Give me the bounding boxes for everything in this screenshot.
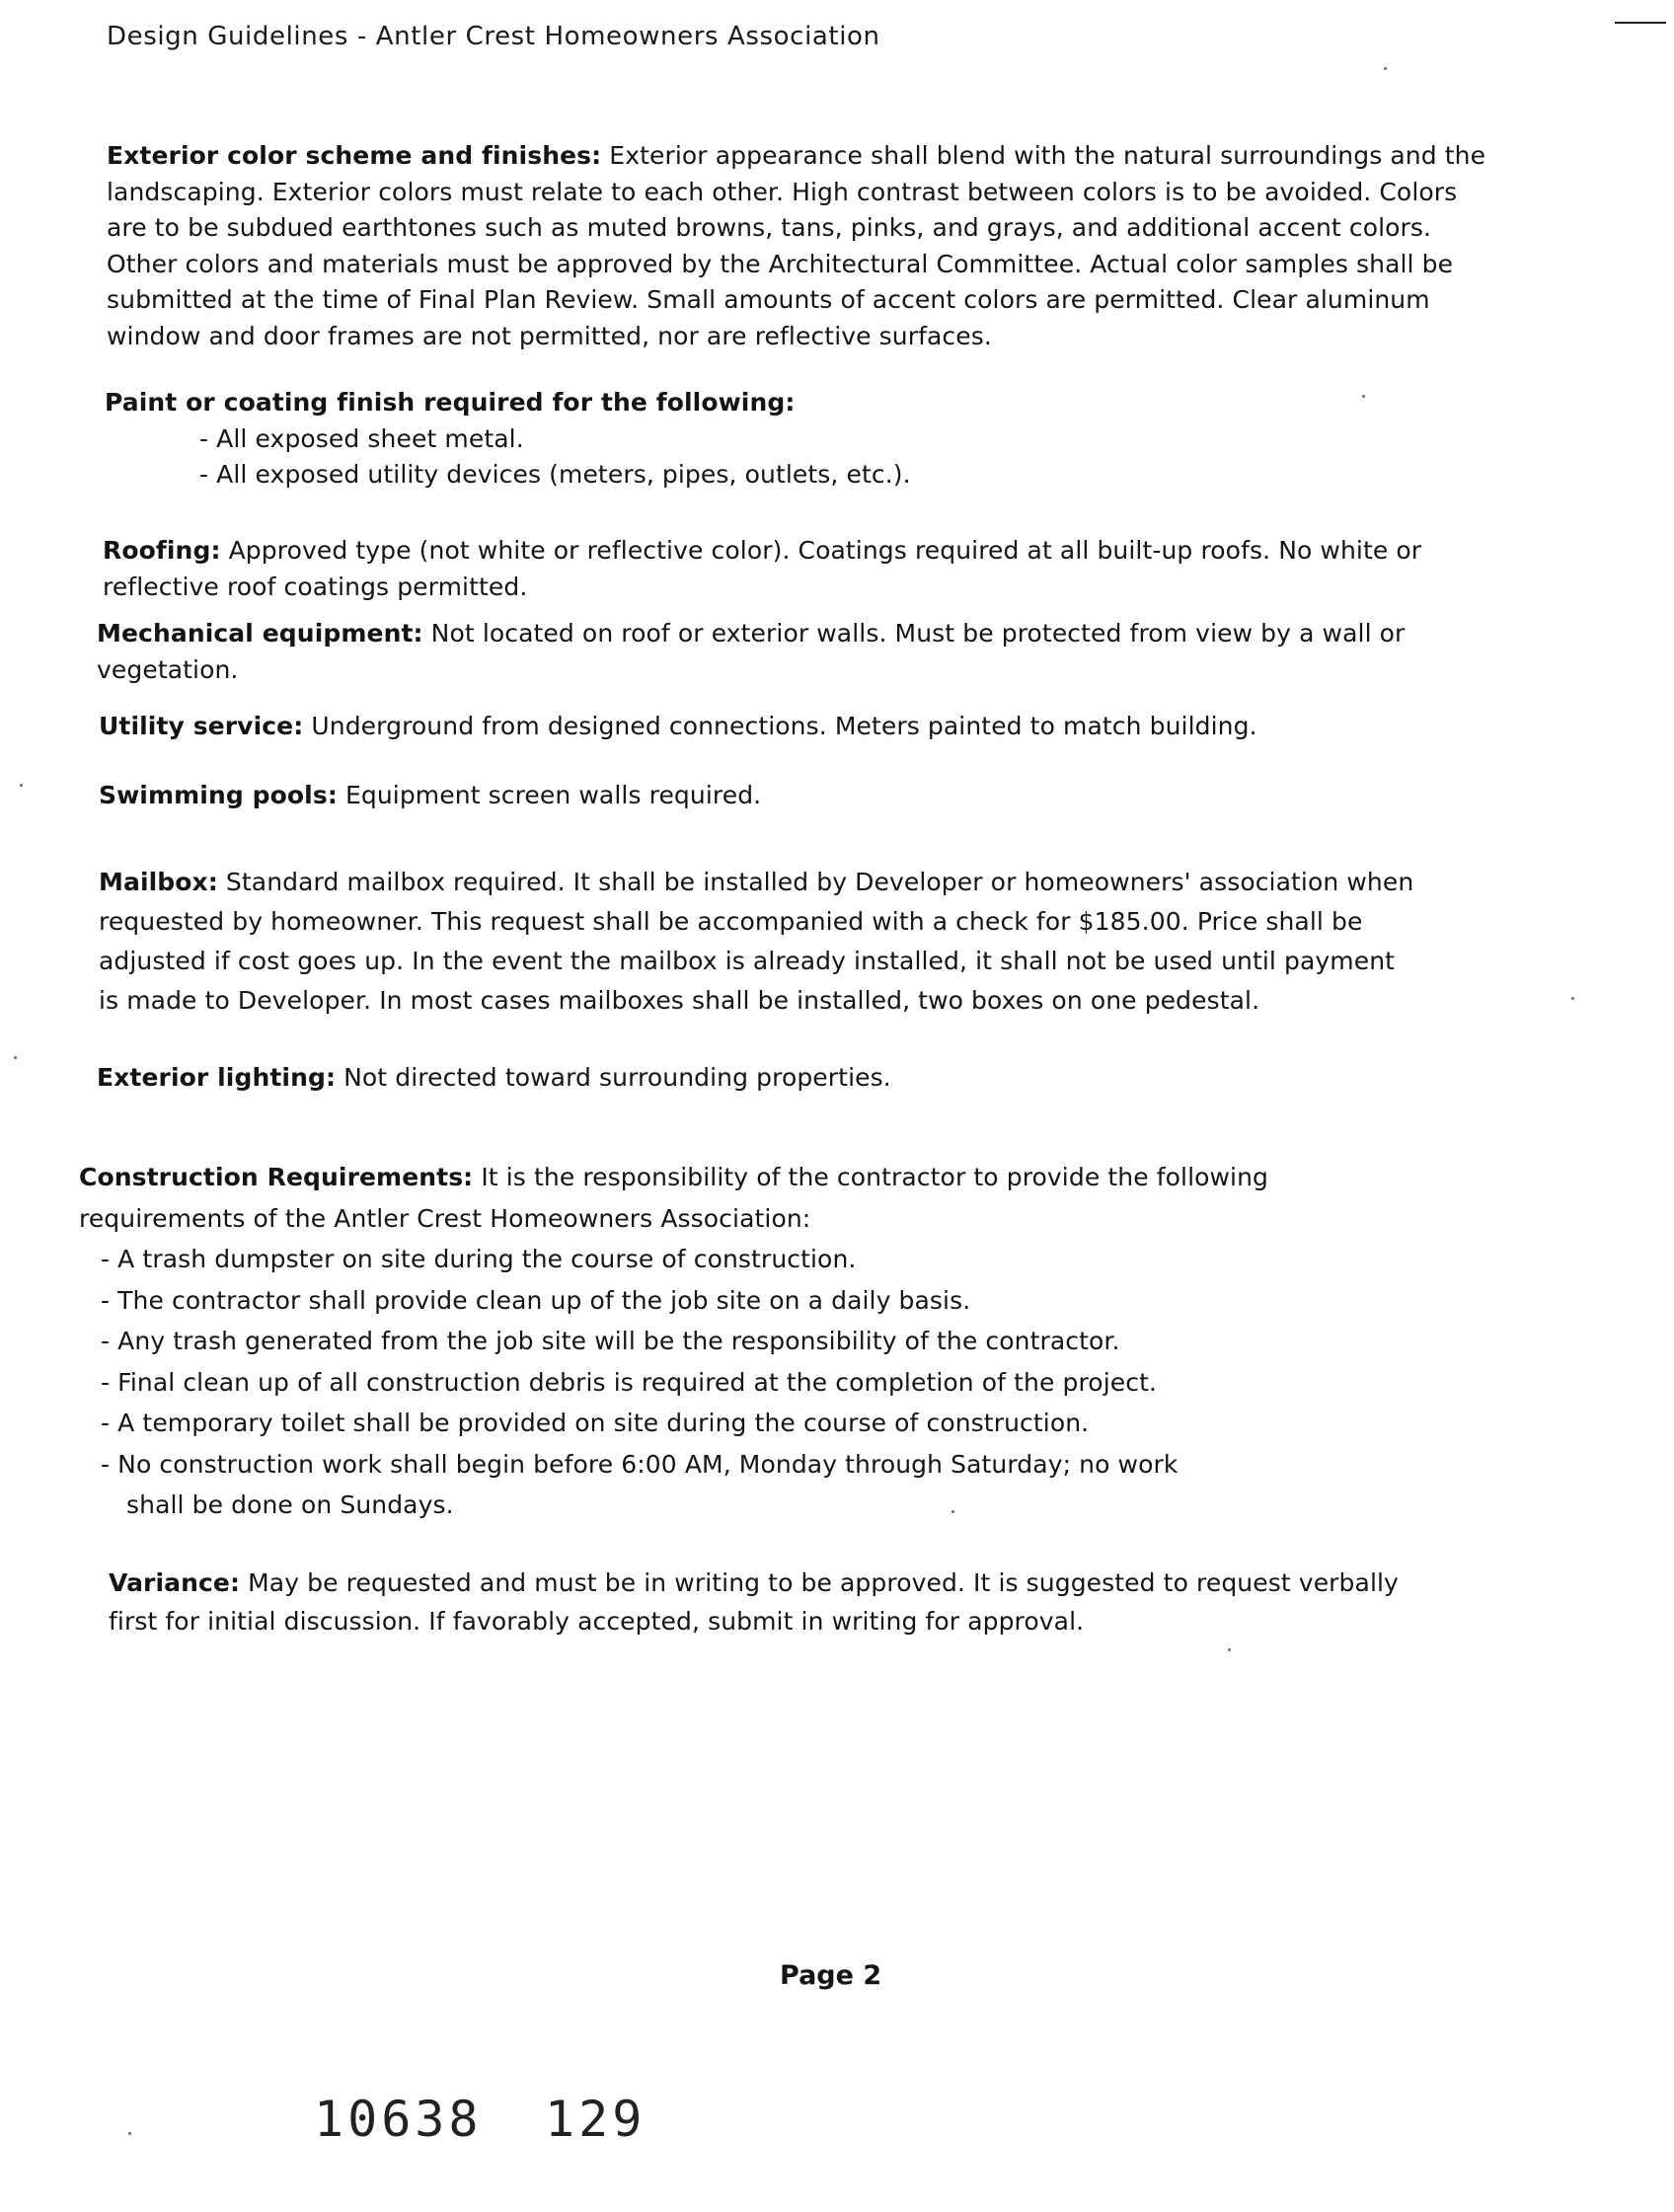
roofing-title: Roofing: — [103, 536, 221, 565]
scan-speck — [128, 2132, 131, 2135]
scan-speck — [14, 1056, 17, 1059]
variance-line-2: first for initial discussion. If favorably accepted, submit in writing for approval. — [109, 1607, 1085, 1636]
variance-title: Variance: — [109, 1568, 241, 1597]
construction-list — [79, 1239, 1560, 1526]
exterior-color-line-2: landscaping. Exterior colors must relate to each other. High contrast between colors is to be avoided. Colors — [107, 177, 1458, 206]
construction-line-1: Construction Requirements: It is the responsibility of the contractor to provide the following — [79, 1163, 1269, 1191]
mailbox-line-4: is made to Developer. In most cases mailboxes shall be installed, two boxes on one pedestal. — [99, 986, 1260, 1015]
mechanical-line-2: vegetation. — [97, 654, 239, 684]
header-rule — [1615, 22, 1666, 24]
section-roofing — [103, 533, 1563, 605]
utility-title: Utility service: — [99, 712, 304, 740]
mailbox-line-3: adjusted if cost goes up. In the event the mailbox is already installed, it shall not be used until payment — [99, 947, 1396, 975]
stamp-book-number: 10638 — [314, 2091, 483, 2148]
exterior-color-title: Exterior color scheme and finishes: — [107, 141, 602, 170]
pools-text: Equipment screen walls required. — [337, 781, 762, 809]
list-item: - The contractor shall provide clean up of the job site on a daily basis. — [101, 1285, 971, 1315]
list-item: - Any trash generated from the job site will be the responsibility of the contractor. — [101, 1327, 1120, 1355]
section-variance — [109, 1564, 1569, 1640]
stamp-page-number: 129 — [545, 2091, 647, 2148]
list-item: - No construction work shall begin before 6:00 AM, Monday through Saturday; no work — [101, 1449, 1179, 1479]
section-construction — [79, 1157, 1560, 1526]
list-item: - A temporary toilet shall be provided on site during the course of construction. — [101, 1409, 1090, 1437]
scan-speck — [1384, 67, 1387, 70]
mechanical-line-1: Mechanical equipment: Not located on roof or exterior walls. Must be protected from view by a wall or — [97, 619, 1406, 648]
exterior-color-line-1: Exterior color scheme and finishes: Exterior appearance shall blend with the natural surroundings and the — [107, 141, 1486, 170]
section-pools — [99, 778, 1560, 814]
construction-title: Construction Requirements: — [79, 1163, 474, 1191]
section-mechanical — [97, 616, 1558, 688]
section-lighting — [97, 1060, 1558, 1097]
exterior-color-line-4: Other colors and materials must be approved by the Architectural Committee. Actual color samples shall be — [107, 249, 1454, 278]
document-header: Design Guidelines - Antler Crest Homeowners Association — [107, 22, 880, 51]
exterior-color-line-6: window and door frames are not permitted, nor are reflective surfaces. — [107, 321, 992, 350]
section-mailbox — [99, 863, 1560, 1021]
mechanical-title: Mechanical equipment: — [97, 619, 423, 648]
variance-line-1: Variance: May be requested and must be in writing to be approved. It is suggested to request verbally — [109, 1568, 1399, 1597]
paint-title: Paint or coating finish required for the following: — [105, 388, 796, 417]
construction-line-2: requirements of the Antler Crest Homeowners Association: — [79, 1203, 811, 1233]
list-item: - All exposed utility devices (meters, pipes, outlets, etc.). — [199, 460, 911, 489]
page-number: Page 2 — [780, 1960, 882, 1991]
scan-speck — [1362, 395, 1365, 398]
lighting-title: Exterior lighting: — [97, 1063, 337, 1092]
section-utility — [99, 709, 1560, 745]
mailbox-title: Mailbox: — [99, 868, 218, 896]
exterior-color-line-3: are to be subdued earthtones such as muted browns, tans, pinks, and grays, and additional accent colors. — [107, 213, 1432, 242]
exterior-color-line-5: submitted at the time of Final Plan Review. Small amounts of accent colors are permitted. Clear aluminum — [107, 285, 1430, 314]
section-paint — [105, 385, 1565, 494]
roofing-line-1: Roofing: Approved type (not white or reflective color). Coatings required at all built-up roofs. No white or — [103, 536, 1422, 565]
paint-list — [105, 421, 1565, 494]
utility-text: Underground from designed connections. Meters painted to match building. — [303, 712, 1257, 740]
scan-speck — [1228, 1648, 1231, 1651]
pools-title: Swimming pools: — [99, 781, 338, 809]
list-item: - All exposed sheet metal. — [199, 423, 524, 453]
scan-speck — [20, 784, 23, 787]
roofing-line-2: reflective roof coatings permitted. — [103, 572, 528, 601]
list-item: - Final clean up of all construction debris is required at the completion of the project. — [101, 1367, 1158, 1397]
mailbox-line-1: Mailbox: Standard mailbox required. It shall be installed by Developer or homeowners' association when — [99, 868, 1414, 896]
list-item: - A trash dumpster on site during the course of construction. — [101, 1245, 857, 1273]
lighting-text: Not directed toward surrounding properties. — [336, 1063, 891, 1092]
scan-speck — [1571, 997, 1574, 1000]
list-item-continuation: shall be done on Sundays. — [126, 1490, 454, 1519]
mailbox-line-2: requested by homeowner. This request shall be accompanied with a check for $185.00. Price shall be — [99, 907, 1363, 936]
section-exterior-color — [107, 138, 1567, 354]
scan-speck — [951, 1510, 954, 1513]
